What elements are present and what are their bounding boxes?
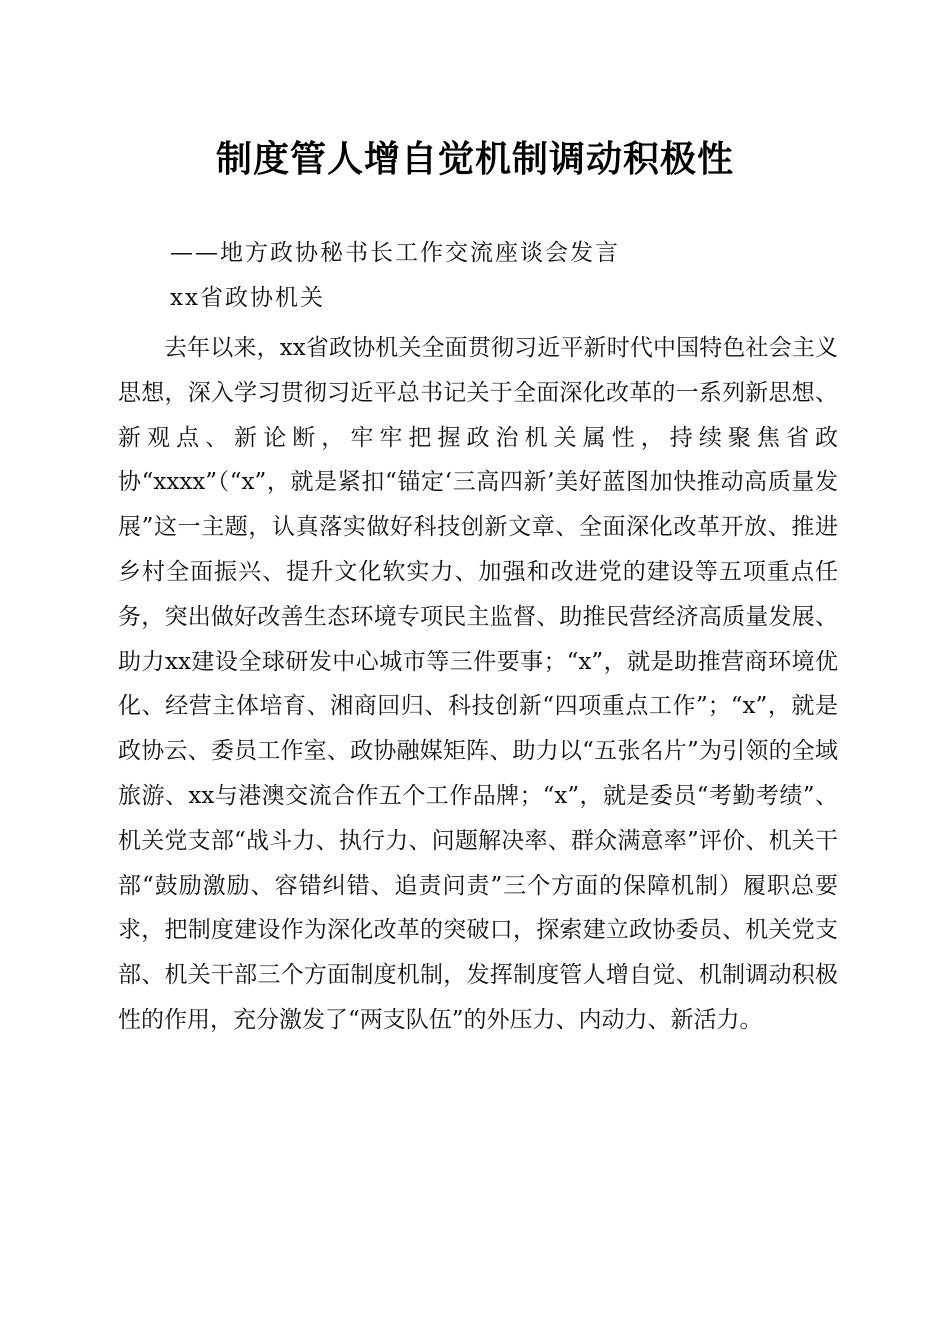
body-paragraph: 去年以来，xx省政协机关全面贯彻习近平新时代中国特色社会主义思想，深入学习贯彻习近平总书记关于全面深化改革的一系列新思想、新观点、新论断，牢牢把握政治机关属性，持续聚焦省政协“xxxx”（“x”，就是紧扣“锚定‘三高四新’美好蓝图加快推动高质量发展”这一主题，认真落实做好科技创新文章、全面深化改革开放、推进乡村全面振兴、提升文化软实力、加强和改进党的建设等五项重点任务，突出做好改善生态环境专项民主监督、助推民营经济高质量发展、助力xx建设全球研发中心城市等三件要事；“x”，就是助推营商环境优化、经营主体培育、湘商回归、科技创新“四项重点工作”；“x”，就是政协云、委员工作室、政协融媒矩阵、助力以“五张名片”为引领的全域旅游、xx与港澳交流合作五个工作品牌；“x”，就是委员“考勤考绩”、机关党支部“战斗力、执行力、问题解决率、群众满意率”评价、机关干部“鼓励激励、容错纠错、追责问责”三个方面的保障机制）履职总要求，把制度建设作为深化改革的突破口，探索建立政协委员、机关党支部、机关干部三个方面制度机制，发挥制度管人增自觉、机制调动积极性的作用，充分激发了“两支队伍”的外压力、内动力、新活力。 <box>118 335 838 1033</box>
document-subtitle: ——地方政协秘书长工作交流座谈会发言 <box>170 240 620 266</box>
author-organization: xx省政协机关 <box>170 285 325 311</box>
document-title: 制度管人增自觉机制调动积极性 <box>215 138 734 180</box>
